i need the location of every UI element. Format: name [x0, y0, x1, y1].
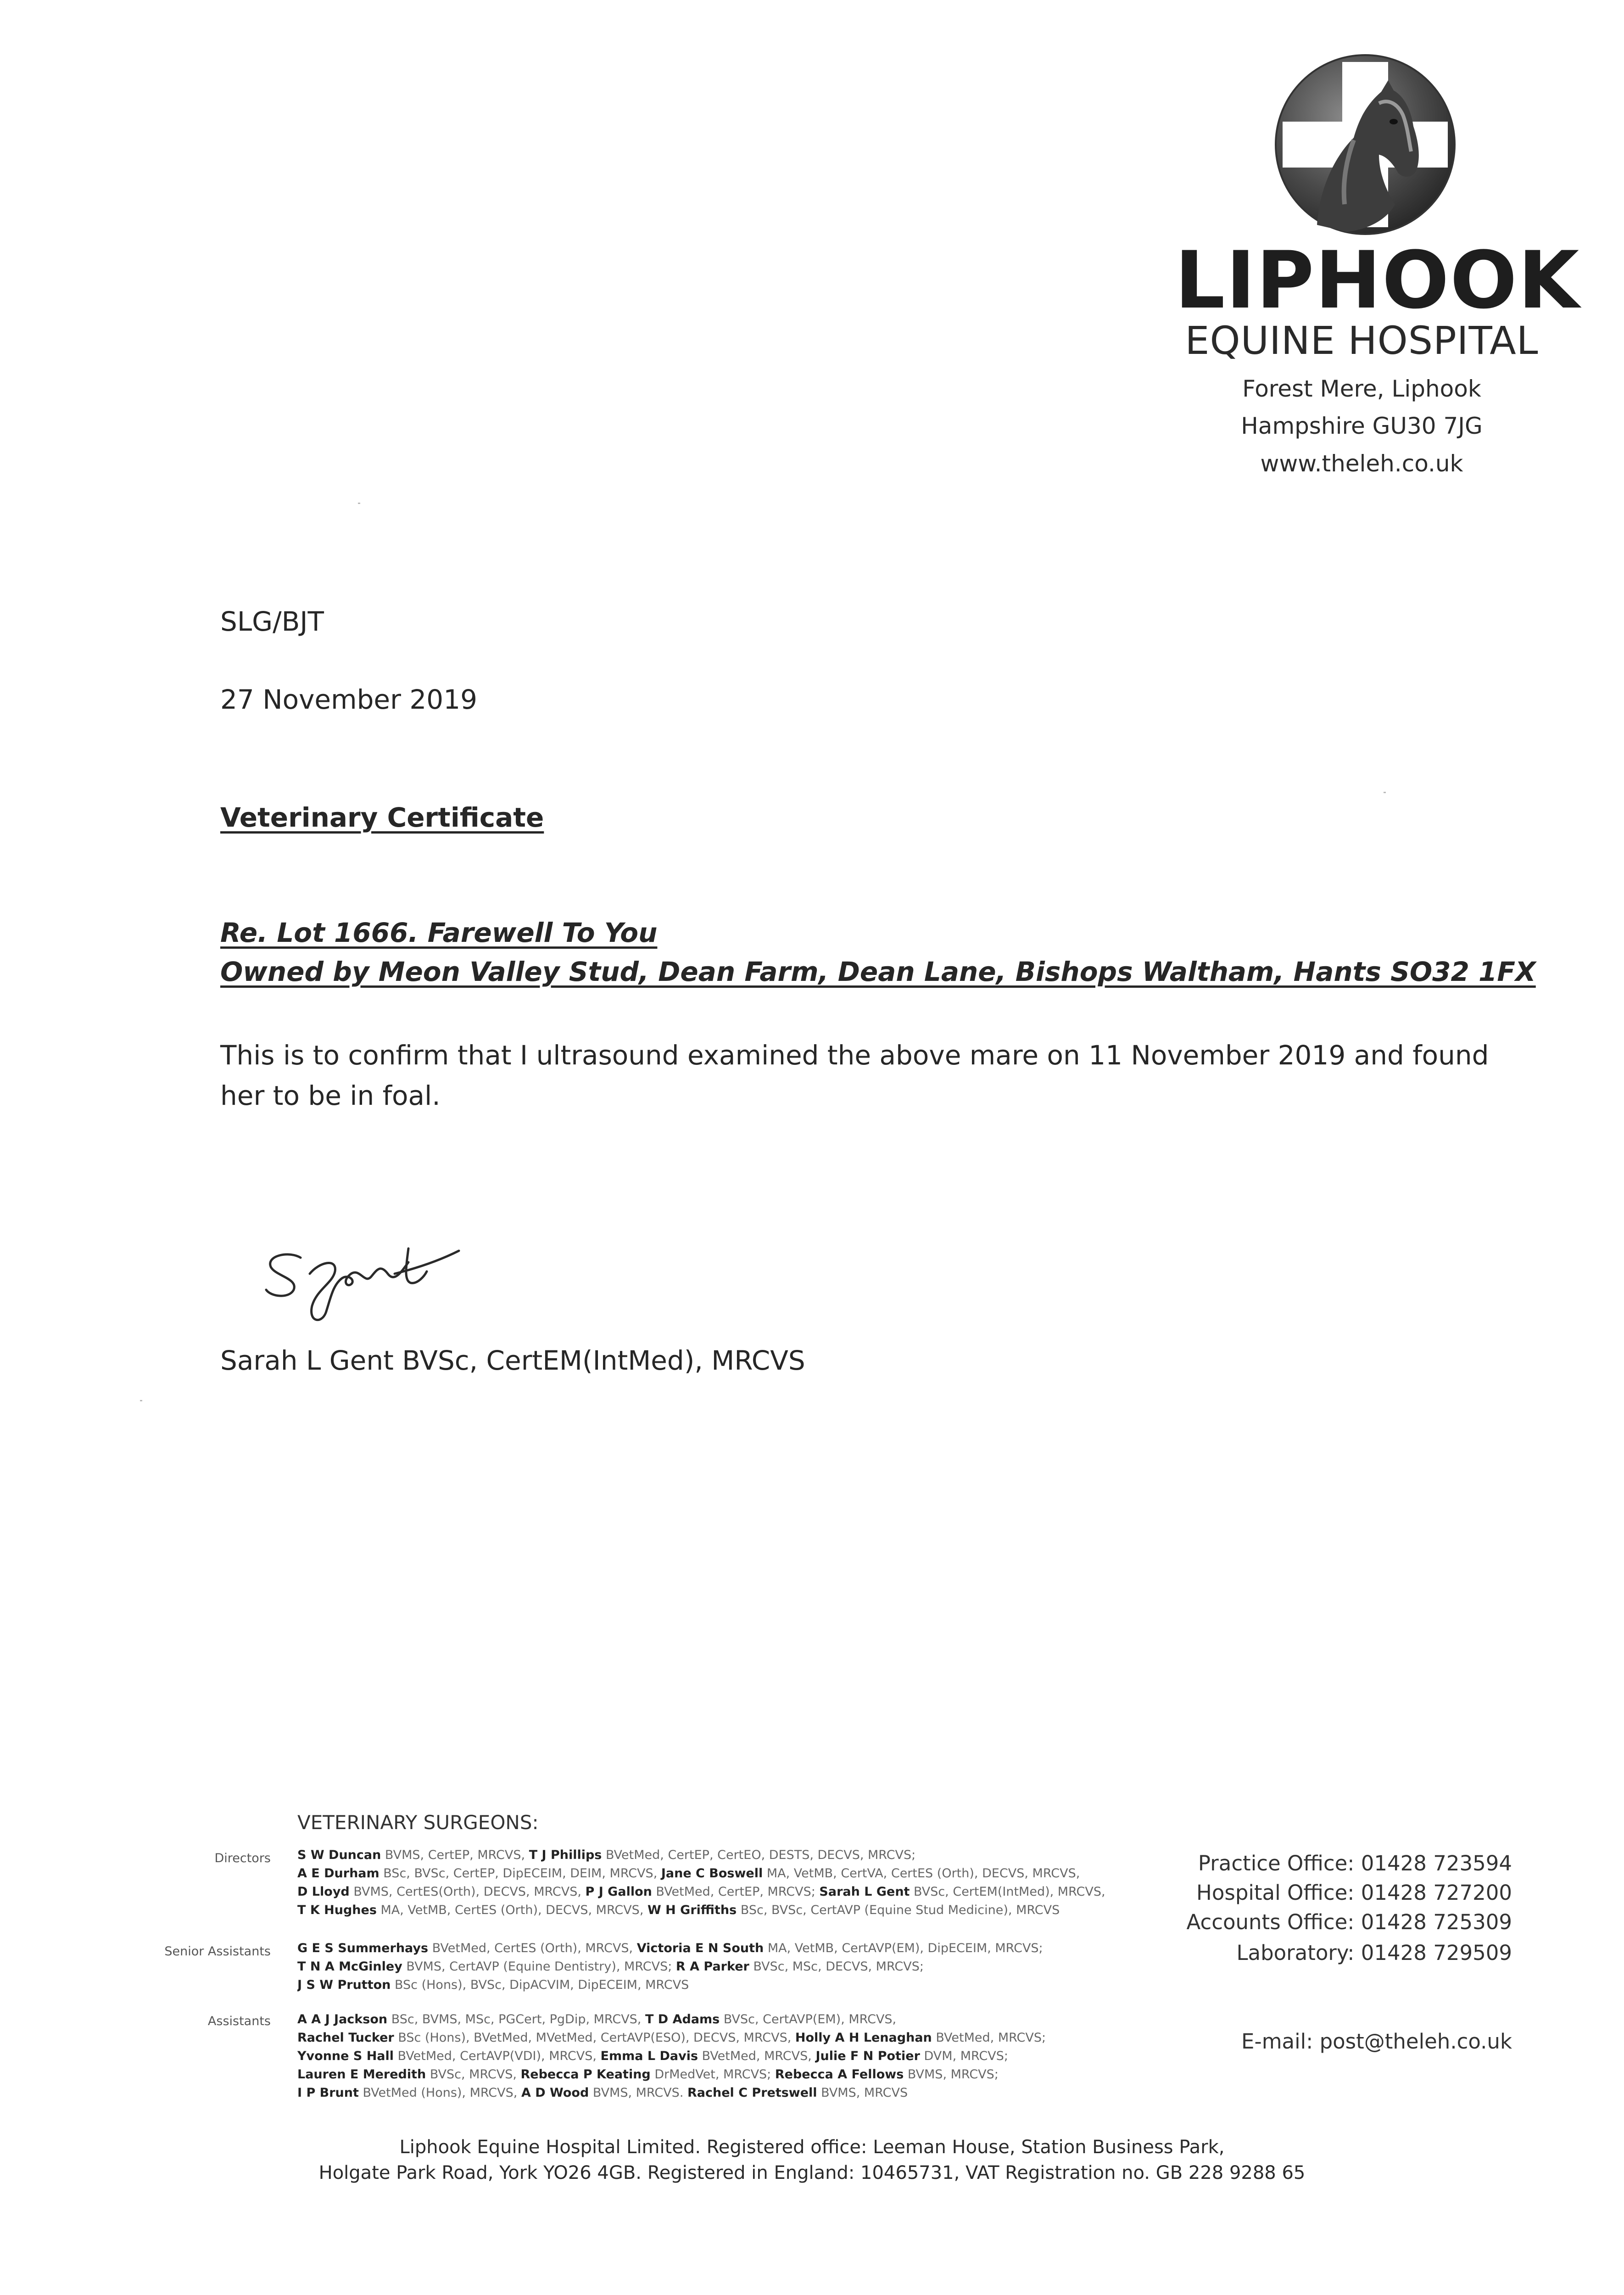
assistants-list — [297, 2010, 1192, 2102]
staff-line — [297, 1939, 1192, 1958]
staff-quals: MA, VetMB, CertES (Orth), DECVS, MRCVS, — [376, 1903, 647, 1917]
registration-line-2: Holgate Park Road, York YO26 4GB. Registered in England: 10465731, VAT Registration no. GB 228 9288 65 — [318, 2162, 1306, 2183]
staff-line — [297, 2047, 1192, 2066]
staff-quals: BVMS, CertEP, MRCVS, — [381, 1848, 529, 1862]
staff-name: A A J Jackson — [297, 2012, 388, 2026]
certificate-body: This is to confirm that I ultrasound examined the above mare on 11 November 2019 and found her to be in foal. — [220, 1040, 1489, 1111]
directors-list — [297, 1846, 1192, 1920]
staff-line — [297, 1864, 1192, 1883]
hospital-subtitle: EQUINE HOSPITAL — [1185, 318, 1539, 363]
laboratory-phone: Laboratory: 01428 729509 — [1236, 1941, 1512, 1965]
role-label-senior-assistants: Senior Assistants — [164, 1944, 271, 1959]
staff-name: Rachel C Pretswell — [687, 2086, 817, 2100]
scan-speck — [358, 503, 360, 504]
staff-line — [297, 2084, 1192, 2102]
staff-quals: BSc, BVSc, CertEP, DipECEIM, DEIM, MRCVS, — [379, 1866, 661, 1881]
staff-name: Holly A H Lenaghan — [795, 2031, 932, 2045]
staff-quals: BVetMed (Hons), MRCVS, — [358, 2086, 521, 2100]
staff-quals: BVetMed, CertAVP(VDI), MRCVS, — [394, 2049, 601, 2063]
accounts-office-phone: Accounts Office: 01428 725309 — [1186, 1910, 1512, 1934]
staff-line — [297, 1883, 1192, 1901]
staff-name: R A Parker — [675, 1959, 749, 1974]
certificate-title: Veterinary Certificate — [220, 802, 544, 833]
staff-quals: BVetMed, CertES (Orth), MRCVS, — [428, 1941, 637, 1955]
staff-name: Jane C Boswell — [661, 1866, 763, 1881]
staff-quals: DrMedVet, MRCVS; — [650, 2067, 775, 2082]
scan-speck — [1384, 792, 1386, 793]
re-lot-line: Re. Lot 1666. Farewell To You — [220, 917, 658, 948]
staff-name: A D Wood — [521, 2086, 589, 2100]
staff-line — [297, 1901, 1192, 1920]
staff-quals: DVM, MRCVS; — [920, 2049, 1009, 2063]
staff-name: J S W Prutton — [297, 1978, 391, 1992]
staff-line — [297, 1846, 1192, 1864]
staff-quals: BVetMed, MRCVS, — [698, 2049, 816, 2063]
signature-icon — [257, 1230, 496, 1340]
staff-quals: BSc (Hons), BVetMed, MVetMed, CertAVP(ESO), DECVS, MRCVS, — [394, 2031, 795, 2045]
hospital-office-phone: Hospital Office: 01428 727200 — [1196, 1881, 1512, 1905]
staff-line — [297, 1958, 1192, 1976]
staff-quals: BVetMed, CertEP, MRCVS; — [652, 1885, 820, 1899]
staff-name: T N A McGinley — [297, 1959, 402, 1974]
role-label-directors: Directors — [214, 1851, 271, 1865]
staff-line — [297, 1976, 1192, 1994]
signer-name: Sarah L Gent BVSc, CertEM(IntMed), MRCVS — [220, 1345, 805, 1376]
staff-name: W H Griffiths — [647, 1903, 737, 1917]
website: www.theleh.co.uk — [1260, 450, 1463, 477]
re-owner-line: Owned by Meon Valley Stud, Dean Farm, Dean Lane, Bishops Waltham, Hants SO32 1FX — [220, 956, 1536, 987]
staff-name: Emma L Davis — [600, 2049, 698, 2063]
staff-name: Rachel Tucker — [297, 2031, 394, 2045]
staff-quals: BSc, BVSc, CertAVP (Equine Stud Medicine), MRCVS — [737, 1903, 1060, 1917]
hospital-name: LIPHOOK — [1175, 234, 1580, 326]
staff-name: I P Brunt — [297, 2086, 359, 2100]
staff-quals: BVMS, CertAVP (Equine Dentistry), MRCVS; — [402, 1959, 676, 1974]
practice-office-phone: Practice Office: 01428 723594 — [1198, 1851, 1512, 1875]
staff-quals: BVetMed, MRCVS; — [932, 2031, 1046, 2045]
senior-assistants-list — [297, 1939, 1192, 1994]
staff-quals: BSc (Hons), BVSc, DipACVIM, DipECEIM, MRCVS — [391, 1978, 689, 1992]
staff-quals: BVSc, CertEM(IntMed), MRCVS, — [910, 1885, 1105, 1899]
registration-line-1: Liphook Equine Hospital Limited. Registered office: Leeman House, Station Business Park, — [399, 2137, 1225, 2158]
horse-cross-logo-icon — [1273, 53, 1457, 236]
letter-date: 27 November 2019 — [220, 684, 478, 715]
staff-quals: BVMS, MRCVS; — [904, 2067, 999, 2082]
staff-name: Victoria E N South — [636, 1941, 764, 1955]
staff-quals: BVMS, CertES(Orth), DECVS, MRCVS, — [349, 1885, 586, 1899]
surgeons-heading: VETERINARY SURGEONS: — [297, 1811, 539, 1834]
staff-quals: BVSc, MSc, DECVS, MRCVS; — [749, 1959, 924, 1974]
staff-name: P J Gallon — [585, 1885, 652, 1899]
staff-name: D Lloyd — [297, 1885, 350, 1899]
address-line-1: Forest Mere, Liphook — [1242, 375, 1481, 402]
staff-name: Julie F N Potier — [815, 2049, 920, 2063]
hospital-logo — [1273, 53, 1457, 236]
staff-quals: MA, VetMB, CertVA, CertES (Orth), DECVS, MRCVS, — [763, 1866, 1080, 1881]
staff-line — [297, 2029, 1192, 2047]
handwritten-signature — [257, 1230, 496, 1340]
staff-name: Sarah L Gent — [819, 1885, 910, 1899]
staff-name: T D Adams — [645, 2012, 720, 2026]
staff-quals: BVMS, MRCVS. — [589, 2086, 687, 2100]
role-label-assistants: Assistants — [207, 2014, 271, 2028]
staff-name: Rebecca P Keating — [520, 2067, 651, 2082]
staff-name: Rebecca A Fellows — [775, 2067, 904, 2082]
staff-name: T K Hughes — [297, 1903, 377, 1917]
address-line-2: Hampshire GU30 7JG — [1241, 413, 1483, 439]
letter-reference: SLG/BJT — [220, 606, 324, 637]
contact-email: E-mail: post@theleh.co.uk — [1241, 2029, 1512, 2054]
scan-speck — [140, 1400, 142, 1401]
staff-line — [297, 2010, 1192, 2029]
staff-quals: BVetMed, CertEP, CertEO, DESTS, DECVS, MRCVS; — [602, 1848, 916, 1862]
staff-name: S W Duncan — [297, 1848, 381, 1862]
staff-quals: MA, VetMB, CertAVP(EM), DipECEIM, MRCVS; — [764, 1941, 1043, 1955]
staff-name: Lauren E Meredith — [297, 2067, 426, 2082]
staff-quals: BVMS, MRCVS — [817, 2086, 908, 2100]
staff-quals: BSc, BVMS, MSc, PGCert, PgDip, MRCVS, — [387, 2012, 645, 2026]
staff-line — [297, 2066, 1192, 2084]
staff-quals: BVSc, CertAVP(EM), MRCVS, — [720, 2012, 897, 2026]
staff-name: T J Phillips — [529, 1848, 602, 1862]
staff-name: G E S Summerhays — [297, 1941, 429, 1955]
staff-name: Yvonne S Hall — [297, 2049, 394, 2063]
staff-quals: BVSc, MRCVS, — [426, 2067, 521, 2082]
staff-name: A E Durham — [297, 1866, 379, 1881]
